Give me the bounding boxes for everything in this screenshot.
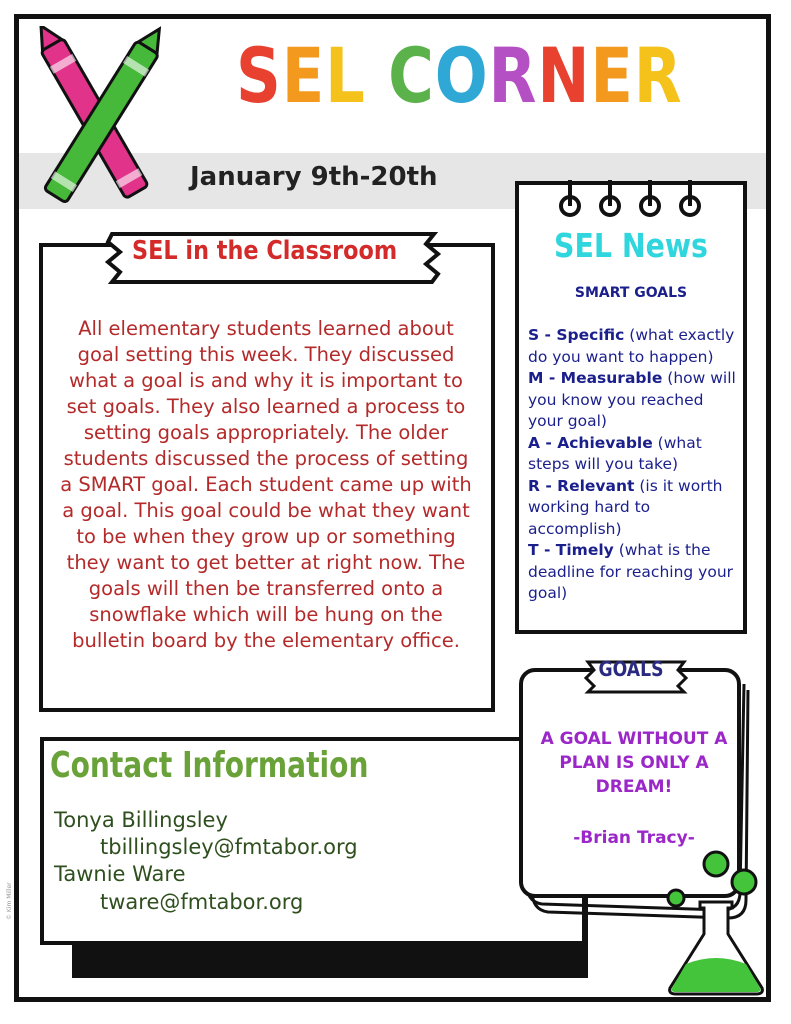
smart-item <box>528 325 740 368</box>
contact-name: Tonya Billingsley <box>54 808 228 832</box>
smart-desc: (how will you know you reached your goal) <box>528 369 736 430</box>
smart-desc: (what steps will you take) <box>528 433 702 473</box>
date-range: January 9th-20th <box>190 162 438 192</box>
contact-email[interactable]: tbillingsley@fmtabor.org <box>100 835 358 859</box>
title-letter: E <box>281 31 326 120</box>
title-letter: R <box>488 31 538 120</box>
title-letter: N <box>537 31 591 120</box>
smart-item <box>528 368 740 433</box>
classroom-body: All elementary students learned about goal setting this week. They discussed what a goal is and why it is important to set goals. They also learned a process to setting goals appropriately. The older students discussed the process of setting a SMART goal. Each student came up with a goal. This goal could be what they want to be when they grow up or something they want to get better at right now. The goals will then be transferred onto a snowflake which will be hung on the bulletin board by the elementary office. <box>60 317 472 652</box>
smart-item <box>528 540 740 605</box>
news-heading: SEL News <box>554 226 708 265</box>
smart-item <box>528 476 740 541</box>
smart-term: T - Timely <box>528 541 614 559</box>
contact-email[interactable]: tware@fmtabor.org <box>100 890 304 914</box>
page-title <box>236 31 683 120</box>
smart-desc: (what is the deadline for reaching your goal) <box>528 541 734 602</box>
crayons-icon <box>34 26 164 216</box>
title-letter: O <box>434 31 489 120</box>
news-subheading: SMART GOALS <box>574 285 688 301</box>
smart-item <box>528 433 740 476</box>
copyright-credit: © Kim Miller <box>6 882 13 920</box>
smart-term: M - Measurable <box>528 369 663 387</box>
flask-icon <box>656 848 776 998</box>
title-letter: C <box>388 31 435 120</box>
smart-desc: (is it worth working hard to accomplish) <box>528 476 723 538</box>
smart-term: S - Specific <box>528 326 625 344</box>
contact-name: Tawnie Ware <box>54 862 186 886</box>
smart-goals-list <box>528 325 740 605</box>
title-letter: E <box>590 31 634 120</box>
title-letter: R <box>633 31 683 120</box>
contact-heading: Contact Information <box>50 745 369 786</box>
title-letter: L <box>325 31 366 120</box>
title-letter <box>366 38 389 114</box>
goals-label: GOALS <box>598 657 664 681</box>
goals-author: -Brian Tracy- <box>573 828 695 848</box>
classroom-heading: SEL in the Classroom <box>132 236 398 266</box>
smart-term: A - Achievable <box>528 433 653 452</box>
smart-desc: (what exactly do you want to happen) <box>528 326 735 366</box>
title-letter: S <box>236 31 282 120</box>
smart-term: R - Relevant <box>528 476 635 495</box>
goals-quote: A GOAL WITHOUT A PLAN IS ONLY A DREAM! <box>540 729 728 797</box>
